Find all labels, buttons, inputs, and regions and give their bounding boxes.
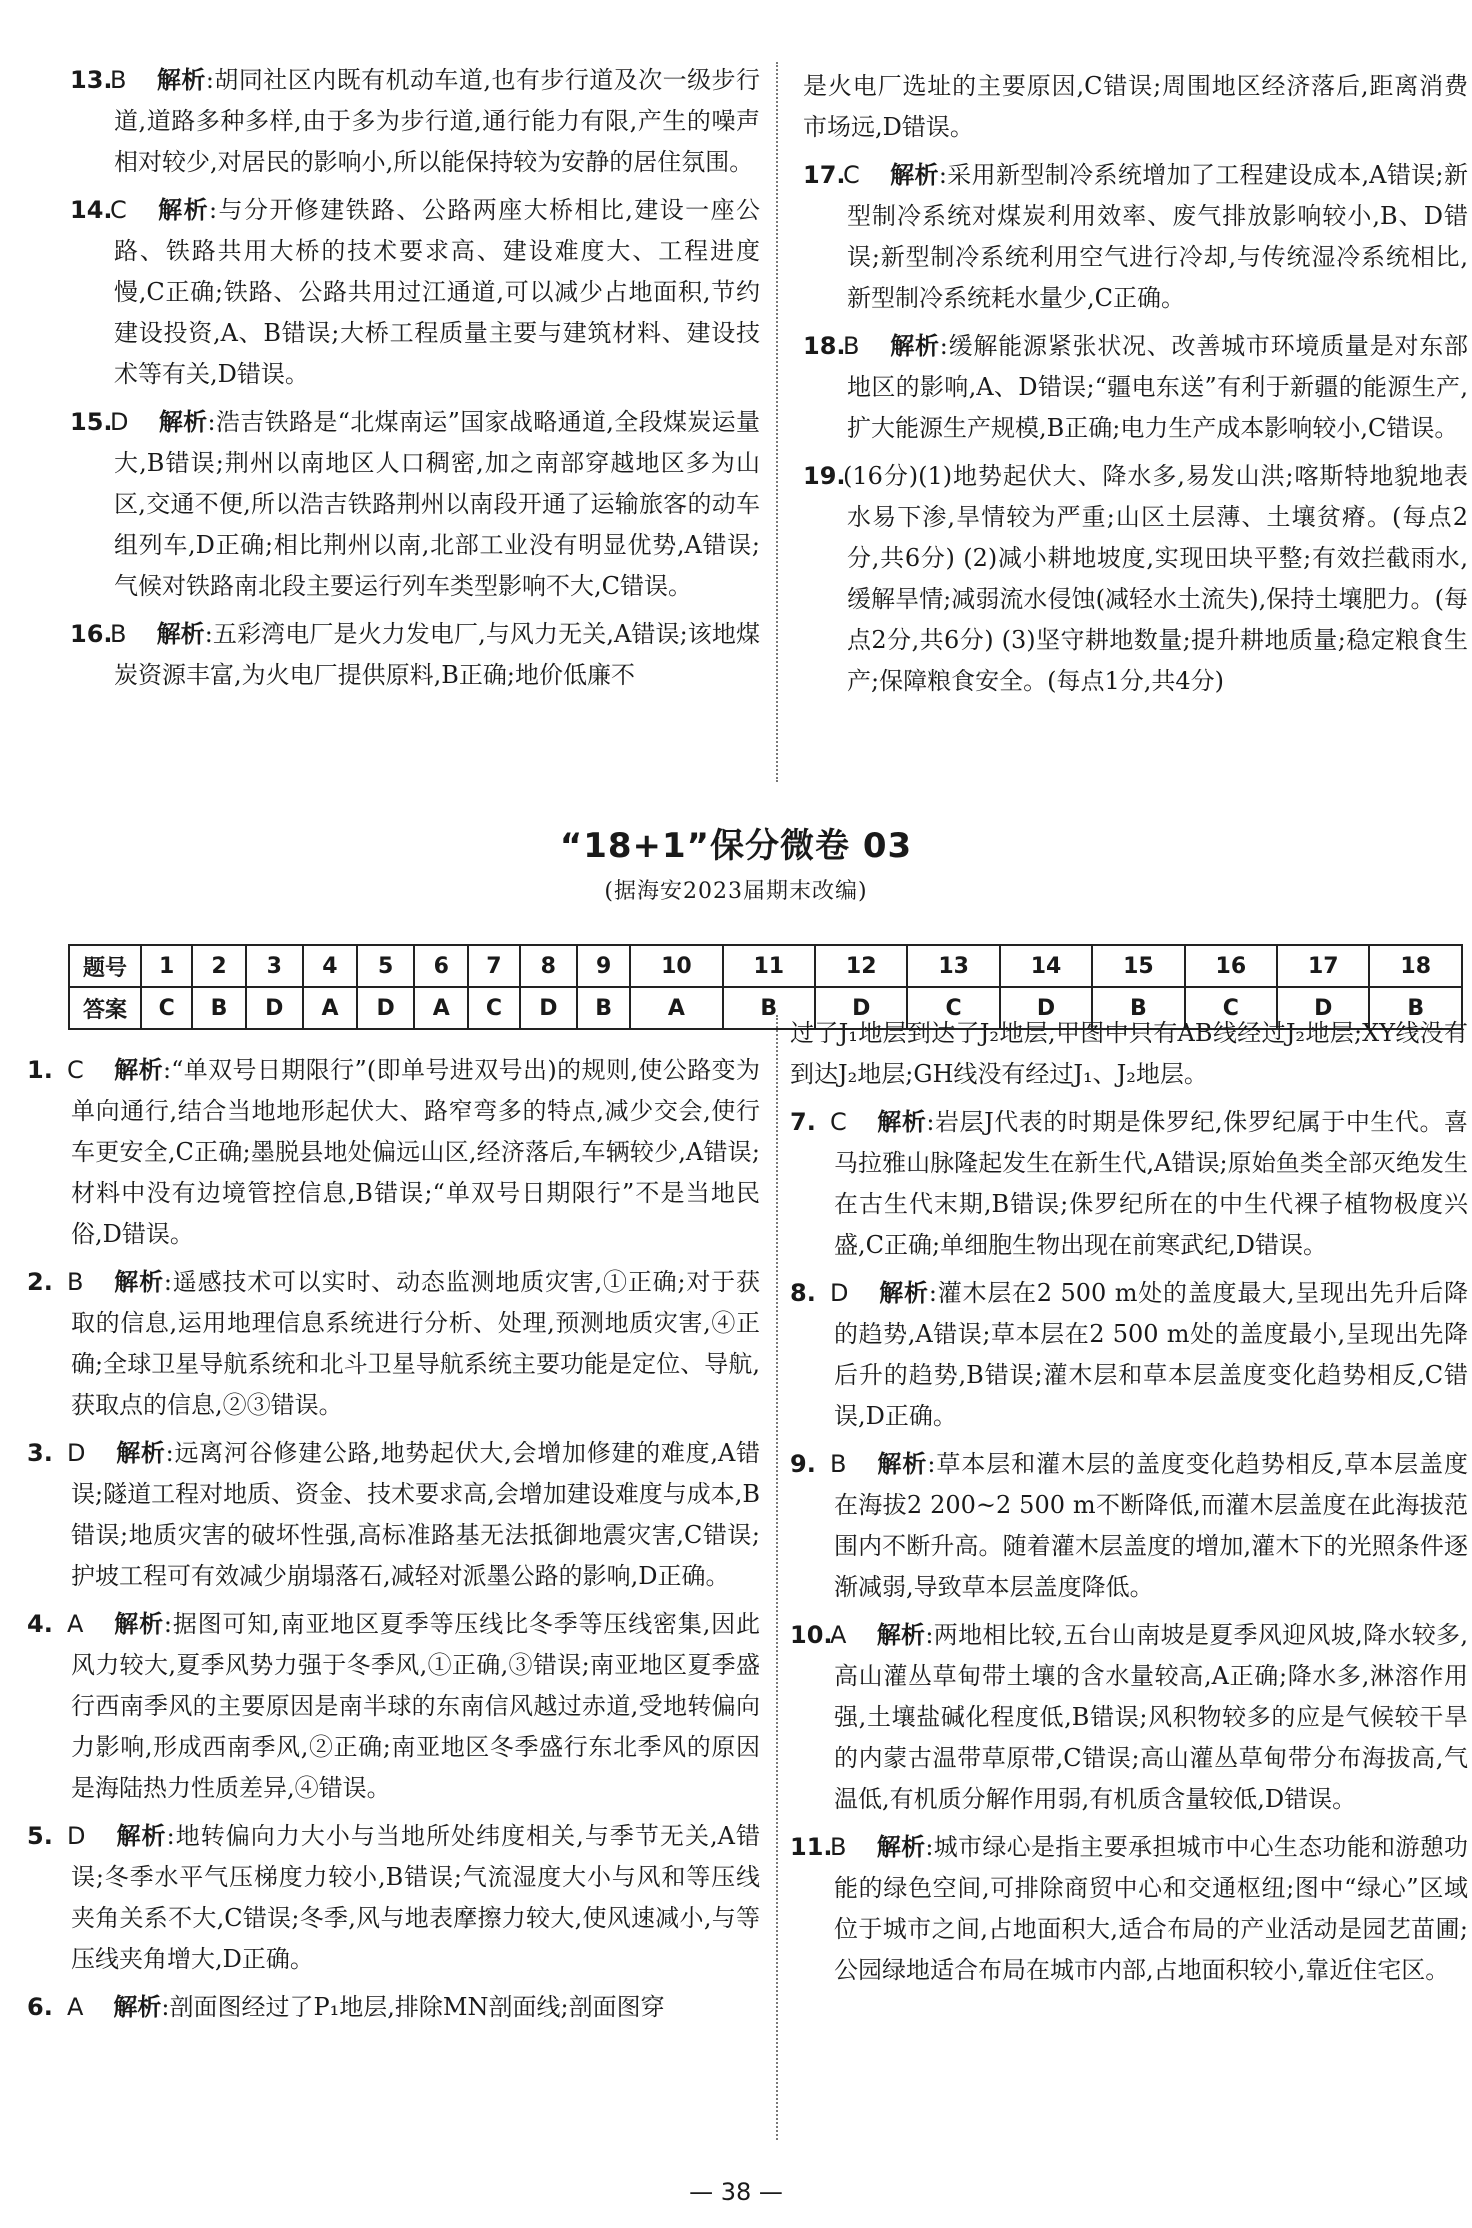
- explanation-text: :“单双号日期限行”(即单号进双号出)的规则,使公路变为单向通行,结合当地地形起伏大、路窄弯多的特点,减少交会,使行车更安全,C正确;墨脱县地处偏远山区,经济落后,车辆较少,A错误;材料中没有边境管控信息,B错误;“单双号日期限行”不是当地民俗,D错误。: [71, 1056, 761, 1248]
- explanation-text: :地转偏向力大小与当地所处纬度相关,与季节无关,A错误;冬季水平气压梯度力较小,B错误;气流湿度大小与风和等压线夹角关系不大,C错误;冬季,风与地表摩擦力较大,使风速减小,与等压线夹角增大,D正确。: [71, 1822, 760, 1973]
- answer-explanation: [803, 66, 1468, 148]
- analysis-label: 解析: [889, 332, 940, 360]
- question-number-cell: 4: [303, 945, 357, 987]
- explanation-text: :剖面图经过了P₁地层,排除MN剖面线;剖面图穿: [161, 1993, 665, 2021]
- question-number-cell: 13: [907, 945, 999, 987]
- section-title: “18+1”保分微卷 03: [559, 826, 913, 866]
- question-number-cell: 2: [192, 945, 245, 987]
- answer-cell: D: [520, 987, 577, 1029]
- answer-letter: B: [67, 1268, 84, 1296]
- answer-cell: D: [357, 987, 414, 1029]
- answer-explanation: [790, 1827, 1468, 1991]
- question-number-cell: 8: [520, 945, 577, 987]
- analysis-label: 解析: [889, 161, 939, 189]
- question-number-cell: 10: [630, 945, 722, 987]
- answer-letter: B: [830, 1833, 847, 1861]
- answer-letter: D: [67, 1439, 86, 1467]
- analysis-label: 解析: [876, 1621, 926, 1649]
- answer-cell: B: [192, 987, 245, 1029]
- answer-explanation: [803, 456, 1468, 702]
- answer-letter: D: [830, 1279, 849, 1307]
- explanation-text: :岩层J代表的时期是侏罗纪,侏罗纪属于中生代。喜马拉雅山脉隆起发生在新生代,A错误;原始鱼类全部灭绝发生在古生代末期,B错误;侏罗纪所在的中生代裸子植物极度兴盛,C正确;单细胞生物出现在前寒武纪,D错误。: [834, 1108, 1468, 1259]
- answer-explanation: [27, 1816, 760, 1980]
- column-divider-top: [776, 62, 778, 782]
- explanation-text: (16分)(1)地势起伏大、降水多,易发山洪;喀斯特地貌地表水易下渗,旱情较为严重;山区土层薄、土壤贫瘠。(每点2分,共6分) (2)减小耕地坡度,实现田块平整;有效拦截雨水,缓解旱情;减弱流水侵蚀(减轻水土流失),保持土壤肥力。(每点2分,共6分) (3)坚守耕地数量;提升耕地质量;稳定粮食生产;保障粮食安全。(每点1分,共4分): [843, 462, 1468, 695]
- answer-explanation: [790, 1615, 1468, 1820]
- explanation-text: :远离河谷修建公路,地势起伏大,会增加修建的难度,A错误;隧道工程对地质、资金、技术要求高,会增加建设难度与成本,B错误;地质灾害的破坏性强,高标准路基无法抵御地震灾害,C错误;护坡工程可有效减少崩塌落石,减轻对派墨公路的影响,D正确。: [71, 1439, 760, 1590]
- answer-explanation: [27, 1604, 760, 1809]
- analysis-label: 解析: [113, 1056, 163, 1084]
- question-number: 13.: [70, 66, 113, 94]
- question-number: 7.: [790, 1108, 816, 1136]
- question-number: 6.: [27, 1993, 53, 2021]
- explanation-text: :灌木层在2 500 m处的盖度最大,呈现出先升后降的趋势,A错误;草本层在2 500 m处的盖度最小,呈现出先降后升的趋势,B错误;灌木层和草本层盖度变化趋势相反,C错误,D正确。: [834, 1279, 1469, 1430]
- answer-explanation: [70, 614, 760, 696]
- explanation-text: :五彩湾电厂是火力发电厂,与风力无关,A错误;该地煤炭资源丰富,为火电厂提供原料,B正确;地价低廉不: [114, 620, 760, 689]
- answer-explanation: [27, 1262, 760, 1426]
- question-number-header: 题号: [69, 945, 141, 987]
- question-number-cell: 5: [357, 945, 414, 987]
- answer-explanation: [27, 1987, 760, 2028]
- answer-explanation: [790, 1102, 1468, 1266]
- page-number: — 38 —: [689, 2178, 783, 2206]
- analysis-label: 解析: [156, 196, 210, 224]
- explanation-text: :两地相比较,五台山南坡是夏季风迎风坡,降水较多,高山灌丛草甸带土壤的含水量较高,A正确;降水多,淋溶作用强,土壤盐碱化程度低,B错误;风积物较多的应是气候较干旱的内蒙古温带草原带,C错误;高山灌丛草甸带分布海拔高,气温低,有机质分解作用弱,有机质含量较低,D错误。: [834, 1621, 1469, 1813]
- answer-cell: C: [141, 987, 192, 1029]
- section-subtitle: (据海安2023届期末改编): [604, 879, 868, 904]
- bottom-left-column: [27, 1050, 760, 2035]
- answer-letter: A: [67, 1993, 84, 2021]
- explanation-text: :城市绿心是指主要承担城市中心生态功能和游憩功能的绿色空间,可排除商贸中心和交通枢纽;图中“绿心”区域位于城市之间,占地面积大,适合布局的产业活动是园艺苗圃;公园绿地适合布局在城市内部,占地面积较小,靠近住宅区。: [834, 1833, 1469, 1984]
- question-number-cell: 6: [414, 945, 468, 987]
- analysis-label: 解析: [115, 1439, 166, 1467]
- answer-letter: B: [110, 66, 127, 94]
- answer-explanation: [70, 60, 760, 183]
- question-number-cell: 17: [1277, 945, 1369, 987]
- question-number: 14.: [70, 196, 113, 224]
- question-number-row: [69, 945, 1462, 987]
- answer-explanation: [27, 1433, 760, 1597]
- answer-explanation: [790, 1444, 1468, 1608]
- question-number: 17.: [803, 161, 846, 189]
- analysis-label: 解析: [113, 1993, 162, 2021]
- question-number: 5.: [27, 1822, 53, 1850]
- question-number-cell: 7: [468, 945, 519, 987]
- explanation-text: :遥感技术可以实时、动态监测地质灾害,①正确;对于获取的信息,运用地理信息系统进行分析、处理,预测地质灾害,④正确;全球卫星导航系统和北斗卫星导航系统主要功能是定位、导航,获取点的信息,②③错误。: [71, 1268, 760, 1419]
- answer-letter: C: [830, 1108, 847, 1136]
- explanation-text: :浩吉铁路是“北煤南运”国家战略通道,全段煤炭运量大,B错误;荆州以南地区人口稠密,加之南部穿越地区多为山区,交通不便,所以浩吉铁路荆州以南段开通了运输旅客的动车组列车,D正确;相比荆州以南,北部工业没有明显优势,A错误;气候对铁路南北段主要运行列车类型影响不大,C错误。: [114, 408, 760, 600]
- answer-explanation: [790, 1273, 1468, 1437]
- analysis-label: 解析: [115, 1822, 167, 1850]
- answer-cell: D: [1277, 987, 1369, 1029]
- answer-letter: B: [830, 1450, 847, 1478]
- question-number-cell: 18: [1369, 945, 1462, 987]
- answer-letter: D: [110, 408, 129, 436]
- answer-cell: A: [414, 987, 468, 1029]
- answer-letter: D: [67, 1822, 86, 1850]
- question-number: 18.: [803, 332, 846, 360]
- answer-explanation: [70, 190, 760, 395]
- analysis-label: 解析: [876, 1108, 927, 1136]
- answer-cell: D: [815, 987, 907, 1029]
- answer-explanation: [27, 1050, 760, 1255]
- question-number: 9.: [790, 1450, 816, 1478]
- answer-cell: D: [246, 987, 303, 1029]
- question-number-cell: 1: [141, 945, 192, 987]
- explanation-text: :与分开修建铁路、公路两座大桥相比,建设一座公路、铁路共用大桥的技术要求高、建设难度大、工程进度慢,C正确;铁路、公路共用过江通道,可以减少占地面积,节约建设投资,A、B错误;大桥工程质量主要与建筑材料、建设技术等有关,D错误。: [114, 196, 760, 388]
- analysis-label: 解析: [876, 1450, 928, 1478]
- question-number: 1.: [27, 1056, 53, 1084]
- question-number: 8.: [790, 1279, 816, 1307]
- question-number: 15.: [70, 408, 113, 436]
- explanation-text: :据图可知,南亚地区夏季等压线比冬季等压线密集,因此风力较大,夏季风势力强于冬季风,①正确,③错误;南亚地区夏季盛行西南季风的主要原因是南半球的东南信风越过赤道,受地转偏向力影响,形成西南季风,②正确;南亚地区冬季盛行东北季风的原因是海陆热力性质差异,④错误。: [71, 1610, 761, 1802]
- answer-cell: C: [468, 987, 519, 1029]
- answer-cell: B: [1092, 987, 1184, 1029]
- answer-cell: B: [1369, 987, 1462, 1029]
- answer-letter: C: [67, 1056, 84, 1084]
- answer-explanation: [803, 326, 1468, 449]
- analysis-label: 解析: [878, 1279, 929, 1307]
- explanation-text: :缓解能源紧张状况、改善城市环境质量是对东部地区的影响,A、D错误;“疆电东送”有利于新疆的能源生产,扩大能源生产规模,B正确;电力生产成本影响较小,C错误。: [847, 332, 1468, 442]
- question-number: 16.: [70, 620, 113, 648]
- answer-cell: B: [577, 987, 630, 1029]
- analysis-label: 解析: [158, 408, 208, 436]
- explanation-text: :胡同社区内既有机动车道,也有步行道及次一级步行道,道路多种多样,由于多为步行道,通行能力有限,产生的噪声相对较少,对居民的影响小,所以能保持较为安静的居住氛围。: [114, 66, 761, 176]
- question-number-cell: 3: [246, 945, 303, 987]
- answer-cell: C: [1185, 987, 1277, 1029]
- bottom-right-column: [790, 1013, 1468, 1998]
- answer-letter: C: [843, 161, 860, 189]
- explanation-text: 是火电厂选址的主要原因,C错误;周围地区经济落后,距离消费市场远,D错误。: [803, 72, 1468, 141]
- answer-letter: B: [843, 332, 860, 360]
- answer-letter: C: [110, 196, 127, 224]
- answer-letter: A: [67, 1610, 84, 1638]
- question-number-cell: 15: [1092, 945, 1184, 987]
- answer-cell: A: [630, 987, 722, 1029]
- question-number: 3.: [27, 1439, 53, 1467]
- answer-cell: C: [907, 987, 999, 1029]
- answer-explanation: [70, 402, 760, 607]
- answer-header: 答案: [69, 987, 141, 1029]
- column-divider-bottom: [776, 1015, 778, 2140]
- question-number-cell: 9: [577, 945, 630, 987]
- explanation-text: 过了J₁地层到达了J₂地层,甲图中只有AB线经过J₂地层;XY线没有到达J₂地层;GH线没有经过J₁、J₂地层。: [790, 1019, 1468, 1088]
- question-number: 10.: [790, 1621, 833, 1649]
- answer-letter: A: [830, 1621, 847, 1649]
- question-number-cell: 14: [1000, 945, 1092, 987]
- analysis-label: 解析: [876, 1833, 926, 1861]
- analysis-label: 解析: [156, 620, 205, 648]
- question-number: 19.: [803, 462, 846, 490]
- explanation-text: :草本层和灌木层的盖度变化趋势相反,草本层盖度在海拔2 200~2 500 m不断降低,而灌木层盖度在此海拔范围内不断升高。随着灌木层盖度的增加,灌木下的光照条件逐渐减弱,导致草本层盖度降低。: [834, 1450, 1468, 1601]
- analysis-label: 解析: [113, 1610, 164, 1638]
- top-right-column: [803, 66, 1468, 709]
- analysis-label: 解析: [156, 66, 206, 94]
- answer-explanation: [790, 1013, 1468, 1095]
- question-number-cell: 16: [1185, 945, 1277, 987]
- answer-cell: D: [1000, 987, 1092, 1029]
- analysis-label: 解析: [113, 1268, 164, 1296]
- question-number: 11.: [790, 1833, 833, 1861]
- question-number: 2.: [27, 1268, 53, 1296]
- answer-letter: B: [110, 620, 127, 648]
- answer-cell: B: [723, 987, 815, 1029]
- question-number-cell: 11: [723, 945, 815, 987]
- answer-cell: A: [303, 987, 357, 1029]
- question-number-cell: 12: [815, 945, 907, 987]
- question-number: 4.: [27, 1610, 53, 1638]
- explanation-text: :采用新型制冷系统增加了工程建设成本,A错误;新型制冷系统对煤炭利用效率、废气排放影响较小,B、D错误;新型制冷系统利用空气进行冷却,与传统湿冷系统相比,新型制冷系统耗水量少,C正确。: [847, 161, 1468, 312]
- answer-explanation: [803, 155, 1468, 319]
- top-left-column: [70, 60, 760, 703]
